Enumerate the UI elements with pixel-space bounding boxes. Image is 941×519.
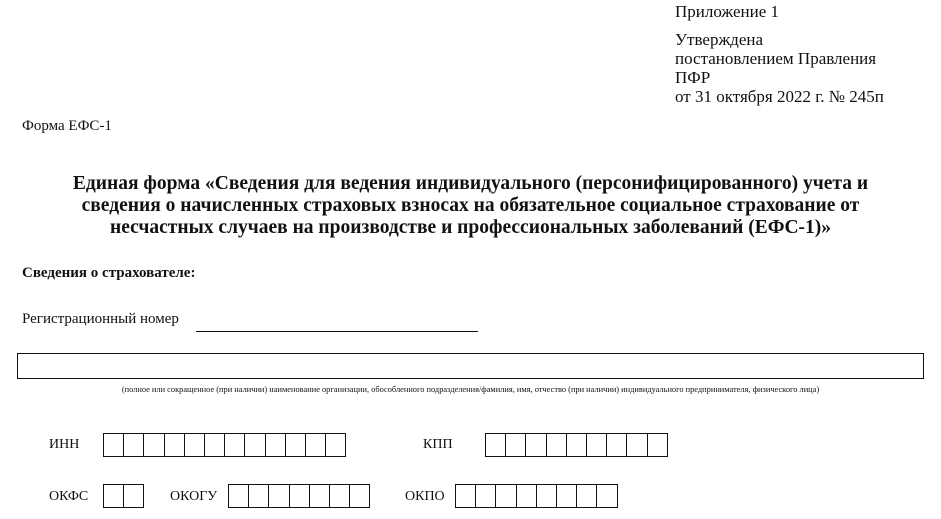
digit-cell[interactable] xyxy=(647,433,668,457)
kpp-cells[interactable] xyxy=(485,433,668,457)
digit-cell[interactable] xyxy=(164,433,185,457)
digit-cell[interactable] xyxy=(204,433,225,457)
digit-cell[interactable] xyxy=(525,433,546,457)
approval-line: ПФР xyxy=(675,68,711,87)
kpp-label: КПП xyxy=(423,437,453,452)
organization-name-caption: (полное или сокращенное (при наличии) наименование организации, обособленного подразделения/фамилия, имя, отчество (при наличии) индивидуального предпринимателя, физического лица) xyxy=(121,385,820,394)
digit-cell[interactable] xyxy=(325,433,346,457)
form-title-line: сведения о начисленных страховых взносах на обязательное социальное страхование от xyxy=(81,195,860,216)
digit-cell[interactable] xyxy=(556,484,577,508)
digit-cell[interactable] xyxy=(228,484,249,508)
form-code: Форма ЕФС-1 xyxy=(22,118,112,134)
okogu-label: ОКОГУ xyxy=(170,489,218,504)
registration-number-field[interactable] xyxy=(196,331,478,332)
digit-cell[interactable] xyxy=(596,484,617,508)
digit-cell[interactable] xyxy=(305,433,326,457)
digit-cell[interactable] xyxy=(103,484,124,508)
form-title-line: несчастных случаев на производстве и профессиональных заболеваний (ЕФС-1)» xyxy=(109,217,832,238)
okfs-cells[interactable] xyxy=(103,484,144,508)
digit-cell[interactable] xyxy=(143,433,164,457)
form-title xyxy=(30,173,911,239)
digit-cell[interactable] xyxy=(248,484,269,508)
digit-cell[interactable] xyxy=(123,484,144,508)
digit-cell[interactable] xyxy=(289,484,310,508)
digit-cell[interactable] xyxy=(566,433,587,457)
approval-line: постановлением Правления xyxy=(675,49,877,68)
digit-cell[interactable] xyxy=(123,433,144,457)
digit-cell[interactable] xyxy=(576,484,597,508)
digit-cell[interactable] xyxy=(475,484,496,508)
digit-cell[interactable] xyxy=(485,433,506,457)
digit-cell[interactable] xyxy=(606,433,627,457)
digit-cell[interactable] xyxy=(626,433,647,457)
section-title: Сведения о страхователе: xyxy=(22,265,196,281)
digit-cell[interactable] xyxy=(586,433,607,457)
digit-cell[interactable] xyxy=(349,484,370,508)
okfs-label: ОКФС xyxy=(49,489,89,504)
digit-cell[interactable] xyxy=(516,484,537,508)
digit-cell[interactable] xyxy=(265,433,286,457)
approval-block xyxy=(675,30,937,106)
digit-cell[interactable] xyxy=(224,433,245,457)
form-title-line: Единая форма «Сведения для ведения индивидуального (персонифицированного) учета и xyxy=(72,173,869,194)
digit-cell[interactable] xyxy=(244,433,265,457)
registration-label: Регистрационный номер xyxy=(22,311,179,327)
organization-name-field[interactable] xyxy=(17,353,924,379)
digit-cell[interactable] xyxy=(184,433,205,457)
approval-line: Утверждена xyxy=(675,30,764,49)
approval-line: от 31 октября 2022 г. № 245п xyxy=(675,87,884,106)
digit-cell[interactable] xyxy=(329,484,350,508)
digit-cell[interactable] xyxy=(536,484,557,508)
inn-label: ИНН xyxy=(49,437,80,452)
digit-cell[interactable] xyxy=(495,484,516,508)
okpo-cells[interactable] xyxy=(455,484,618,508)
digit-cell[interactable] xyxy=(309,484,330,508)
digit-cell[interactable] xyxy=(505,433,526,457)
okogu-cells[interactable] xyxy=(228,484,370,508)
digit-cell[interactable] xyxy=(455,484,476,508)
digit-cell[interactable] xyxy=(103,433,124,457)
digit-cell[interactable] xyxy=(546,433,567,457)
digit-cell[interactable] xyxy=(285,433,306,457)
digit-cell[interactable] xyxy=(268,484,289,508)
okpo-label: ОКПО xyxy=(405,489,445,504)
appendix-label: Приложение 1 xyxy=(675,2,779,21)
inn-cells[interactable] xyxy=(103,433,346,457)
